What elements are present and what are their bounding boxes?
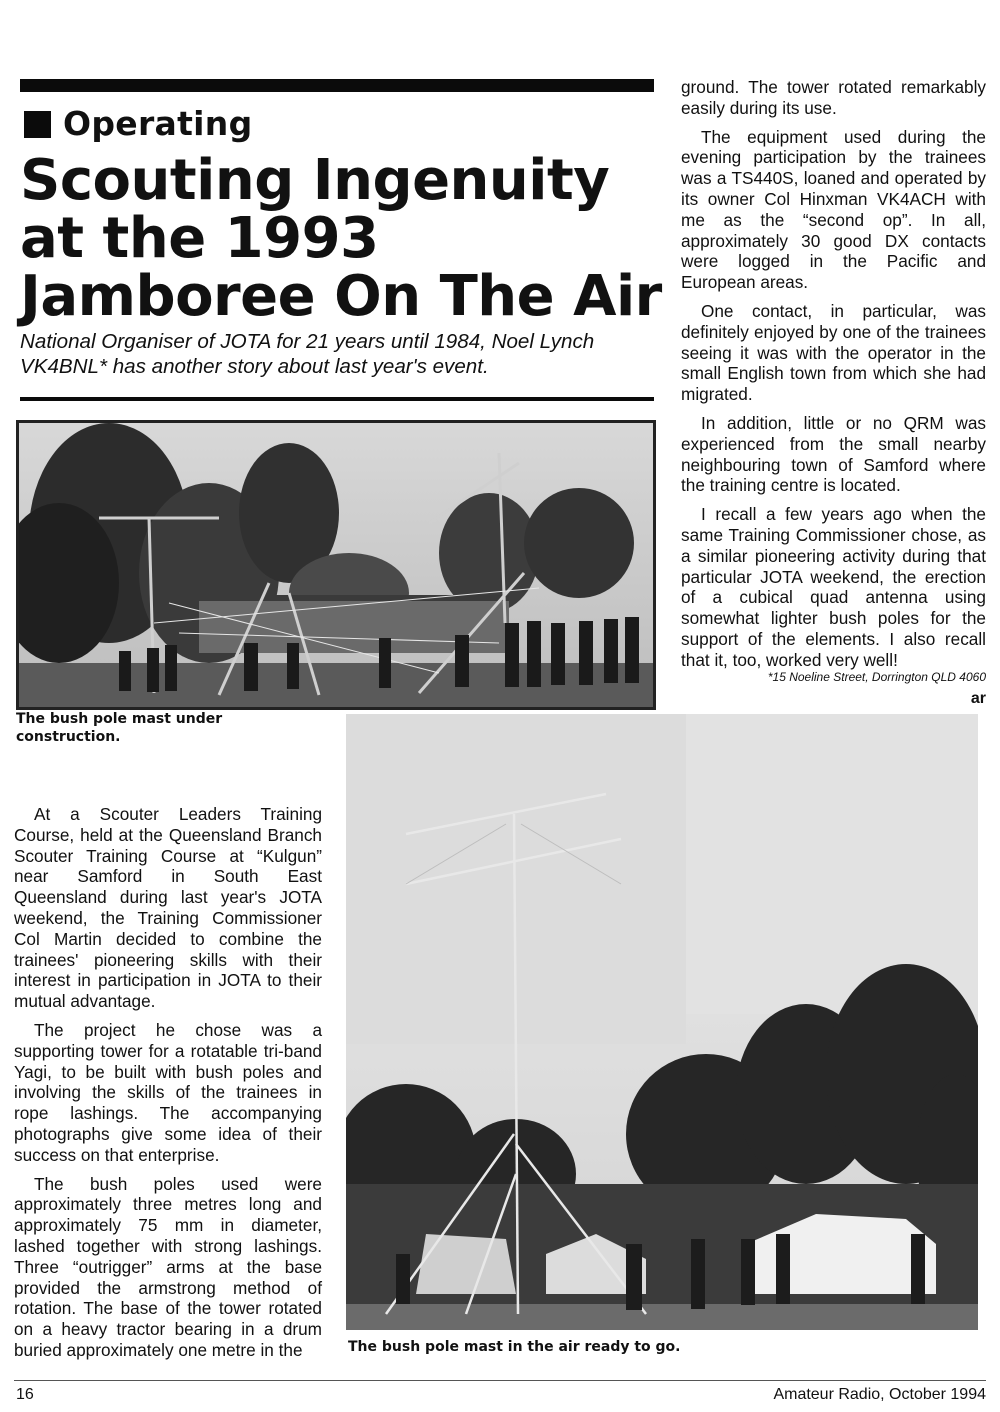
headline-rule — [20, 397, 654, 401]
paragraph: I recall a few years ago when the same Training Commissioner chose, as a similar pioneering activity during that particular JOTA weekend, the erection of a cubical quad antenna using somewhat lighter bush poles for the support of the elements. I also recall that it, too, worked very well! — [681, 504, 986, 670]
photo-mast-raised-image — [346, 714, 978, 1330]
paragraph: ground. The tower rotated remarkably easily during its use. — [681, 77, 986, 118]
photo-caption-top: The bush pole mast under construction. — [16, 711, 223, 745]
footer-rule — [14, 1380, 986, 1381]
paragraph: At a Scouter Leaders Training Course, held at the Queensland Branch Scouter Training Course at “Kulgun” near Samford in South East Queensland during last year's JOTA weekend, the Training Commissioner Col Martin decided to combine the trainees' pioneering skills with their interest in participation in JOTA to their mutual advantage. — [14, 804, 322, 1012]
section-square-icon — [24, 111, 51, 138]
article-column-right — [681, 77, 986, 679]
photo-mast-construction — [16, 420, 656, 710]
paragraph: One contact, in particular, was definitely enjoyed by one of the trainees seeing it was with the operator in the small English town from which she had migrated. — [681, 300, 986, 405]
paragraph: The equipment used during the evening participation by the trainees was a TS440S, loaned and operated by its owner Col Hinxman VK4ACH with me as the “second op”. In all, approximately 30 good DX contacts were logged in the Pacific and European areas. — [681, 126, 986, 293]
photo-mast-construction-image — [19, 423, 653, 707]
author-address: *15 Noeline Street, Dorrington QLD 4060 — [767, 670, 986, 684]
article-headline: Scouting Ingenuity at the 1993 Jamboree On The Air — [20, 148, 662, 329]
article-deck: National Organiser of JOTA for 21 years until 1984, Noel Lynch VK4BNL* has another story about last year's event. — [20, 330, 595, 378]
paragraph: The project he chose was a supporting tower for a rotatable tri-band Yagi, to be built with bush poles and involving the skills of the trainees in rope lashings. The accompanying photographs give some idea of their success on that enterprise. — [14, 1019, 322, 1165]
section-label: Operating — [63, 104, 253, 143]
section-heading — [24, 104, 253, 143]
article-column-left — [14, 804, 322, 1369]
magazine-issue: Amateur Radio, October 1994 — [773, 1386, 986, 1403]
page-number: 16 — [16, 1386, 34, 1403]
end-mark: ar — [970, 690, 986, 707]
paragraph: In addition, little or no QRM was experienced from the small nearby neighbouring town of Samford where the training centre is located. — [681, 412, 986, 496]
photo-mast-raised — [346, 714, 978, 1330]
top-rule — [20, 79, 654, 92]
photo-caption-bottom: The bush pole mast in the air ready to go. — [348, 1339, 681, 1355]
paragraph: The bush poles used were approximately three metres long and approximately 75 mm in diameter, lashed together with strong lashings. Three “outrigger” arms at the base provided the armstrong method of rotation. The base of the tower rotated on a heavy tractor bearing in a drum buried approximately one metre in the — [14, 1173, 322, 1360]
